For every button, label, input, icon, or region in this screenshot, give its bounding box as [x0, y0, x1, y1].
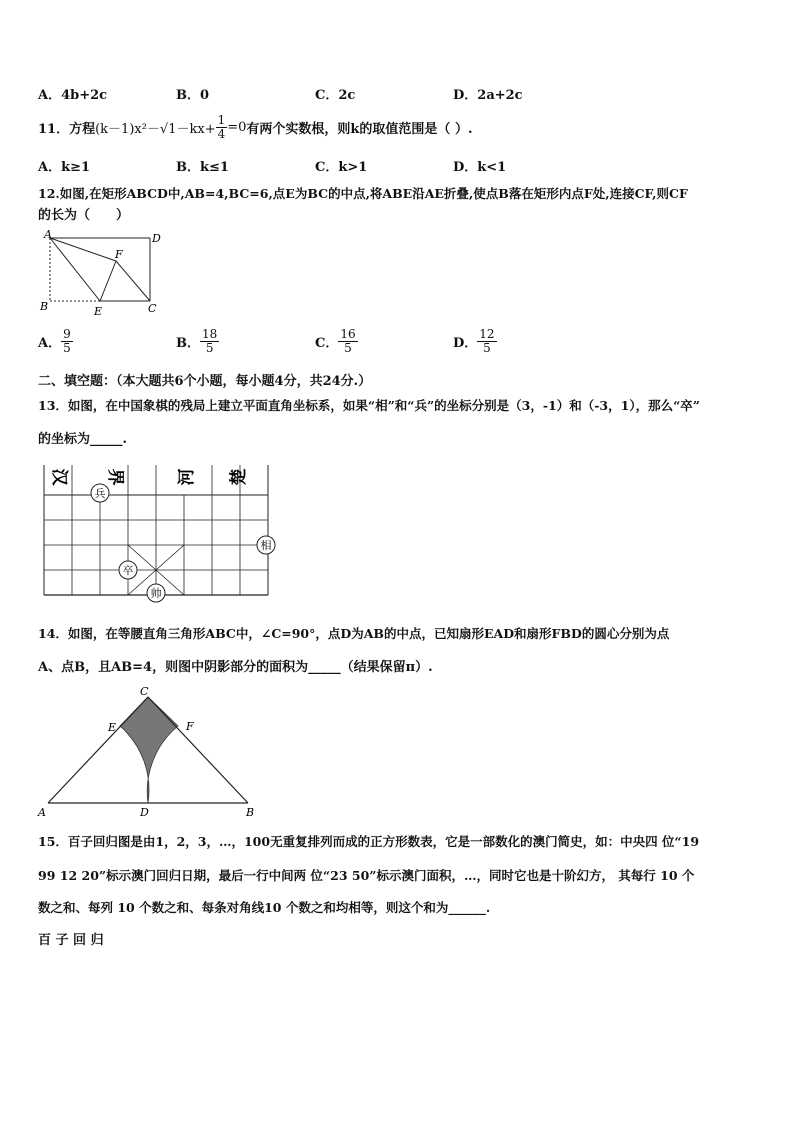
q13-river-han: 汉 [49, 468, 69, 486]
q13-line1: 13．如图，在中国象棋的残局上建立平面直角坐标系，如果“相”和“兵”的坐标分别是（3，-1）和（-3，1），那么“卒” [38, 398, 700, 413]
q12-fold-ae [50, 238, 100, 301]
q12-label-b: B [40, 300, 49, 313]
q13-piece-shuai [147, 584, 165, 602]
q14-label-e: E [108, 721, 117, 734]
q11-fraction [216, 114, 228, 141]
q10-option-b: B．0 [176, 88, 210, 103]
q11-suffix: 有两个实数根，则k的取值范围是（ ）. [246, 121, 473, 137]
q14-label-f: F [186, 720, 194, 733]
q14-edge-ac [48, 697, 148, 803]
q12-option-b [176, 328, 219, 355]
q12-option-d-letter: D． [453, 336, 478, 351]
q12-option-a-num: 9 [63, 327, 71, 341]
q12-figure [38, 228, 168, 320]
q15-line3: 数之和、每列 10 个数之和、每条对角线10 个数之和均相等，则这个和为______. [38, 900, 491, 915]
q12-line1: 12.如图,在矩形ABCD中,AB=4,BC=6,点E为BC的中点,将ABE沿AE折叠,使点B落在矩形内点F处,连接CF,则CF [38, 186, 688, 201]
q14-edge-bc [148, 697, 248, 803]
q14-line2: A、点B，且AB=4，则图中阴影部分的面积为_____（结果保留π）. [38, 660, 433, 675]
q11-option-c: C．k>1 [315, 160, 368, 175]
q10-option-a: A．4b+2c [38, 88, 108, 103]
q11-option-b: B．k≤1 [176, 160, 229, 175]
q12-option-a [38, 328, 73, 355]
svg-text:兵: 兵 [94, 487, 106, 500]
section-2-heading: 二、填空题：（本大题共6个小题，每小题4分，共24分.） [38, 374, 372, 389]
svg-text:相: 相 [260, 539, 272, 552]
q14-shaded-region [120, 697, 178, 803]
q12-label-d: D [152, 232, 161, 245]
q12-label-f: F [115, 248, 123, 261]
q12-option-c-num: 16 [340, 327, 356, 341]
q12-label-e: E [94, 305, 103, 318]
q11-stem [38, 112, 472, 142]
q11-frac-den: 4 [217, 126, 226, 141]
q12-edge-fe [100, 261, 116, 301]
q12-option-c-den: 5 [344, 341, 352, 355]
q12-option-d [453, 328, 497, 355]
q14-label-a: A [38, 806, 46, 819]
q12-option-d-num: 12 [479, 327, 495, 341]
q13-river-jie: 界 [105, 468, 125, 486]
q12-option-c-letter: C． [315, 336, 339, 351]
q13-piece-xiang [257, 536, 275, 554]
q14-label-c: C [140, 685, 149, 698]
q12-line2: 的长为（ ） [38, 208, 130, 223]
q13-piece-zu [119, 561, 137, 579]
q12-option-d-den: 5 [483, 341, 491, 355]
q15-caption: 百 子 回 归 [38, 933, 104, 948]
q12-option-b-num: 18 [202, 327, 218, 341]
q11-option-a: A．k≥1 [38, 160, 91, 175]
q11-frac-num: 1 [217, 112, 226, 127]
q13-river-he: 河 [177, 468, 197, 486]
q12-label-c: C [148, 302, 157, 315]
q13-line2: 的坐标为_____. [38, 432, 128, 447]
q14-line1: 14．如图，在等腰直角三角形ABC中，∠C=90°，点D为AB的中点，已知扇形EAD和扇形FBD的圆心分别为点 [38, 626, 670, 641]
q12-label-a: A [44, 228, 52, 241]
q12-option-a-letter: A． [38, 336, 62, 351]
q13-river-chu: 楚 [229, 468, 249, 486]
q11-prefix: 11．方程 [38, 121, 96, 137]
q12-option-b-den: 5 [205, 341, 214, 355]
q12-option-c [315, 328, 358, 355]
q12-edge-fc [116, 261, 150, 301]
q13-piece-bing [91, 484, 109, 502]
q12-option-b-letter: B． [176, 336, 200, 351]
q11-equation: (k－1)x²－√1－kx+ [95, 121, 216, 137]
svg-text:帅: 帅 [150, 587, 162, 600]
q14-figure [36, 683, 266, 821]
q15-line2: 99 12 20”标示澳门回归日期，最后一行中间两 位“23 50”标示澳门面积，…，同时它也是十阶幻方， 其每行 10 个 [38, 868, 695, 883]
q11-option-d: D．k<1 [453, 160, 507, 175]
q10-option-c: C．2c [315, 88, 356, 103]
q14-label-b: B [246, 806, 255, 819]
q11-eq-tail: =0 [227, 119, 247, 135]
q13-chessboard [38, 463, 278, 605]
q10-option-d: D．2a+2c [453, 88, 523, 103]
q15-line1: 15．百子回归图是由1，2，3，…，100无重复排列而成的正方形数表，它是一部数化的澳门简史，如：中央四 位“19 [38, 834, 700, 849]
q12-edge-af [50, 238, 116, 261]
q12-option-a-den: 5 [63, 341, 71, 355]
svg-text:卒: 卒 [122, 564, 134, 577]
q14-label-d: D [140, 806, 149, 819]
